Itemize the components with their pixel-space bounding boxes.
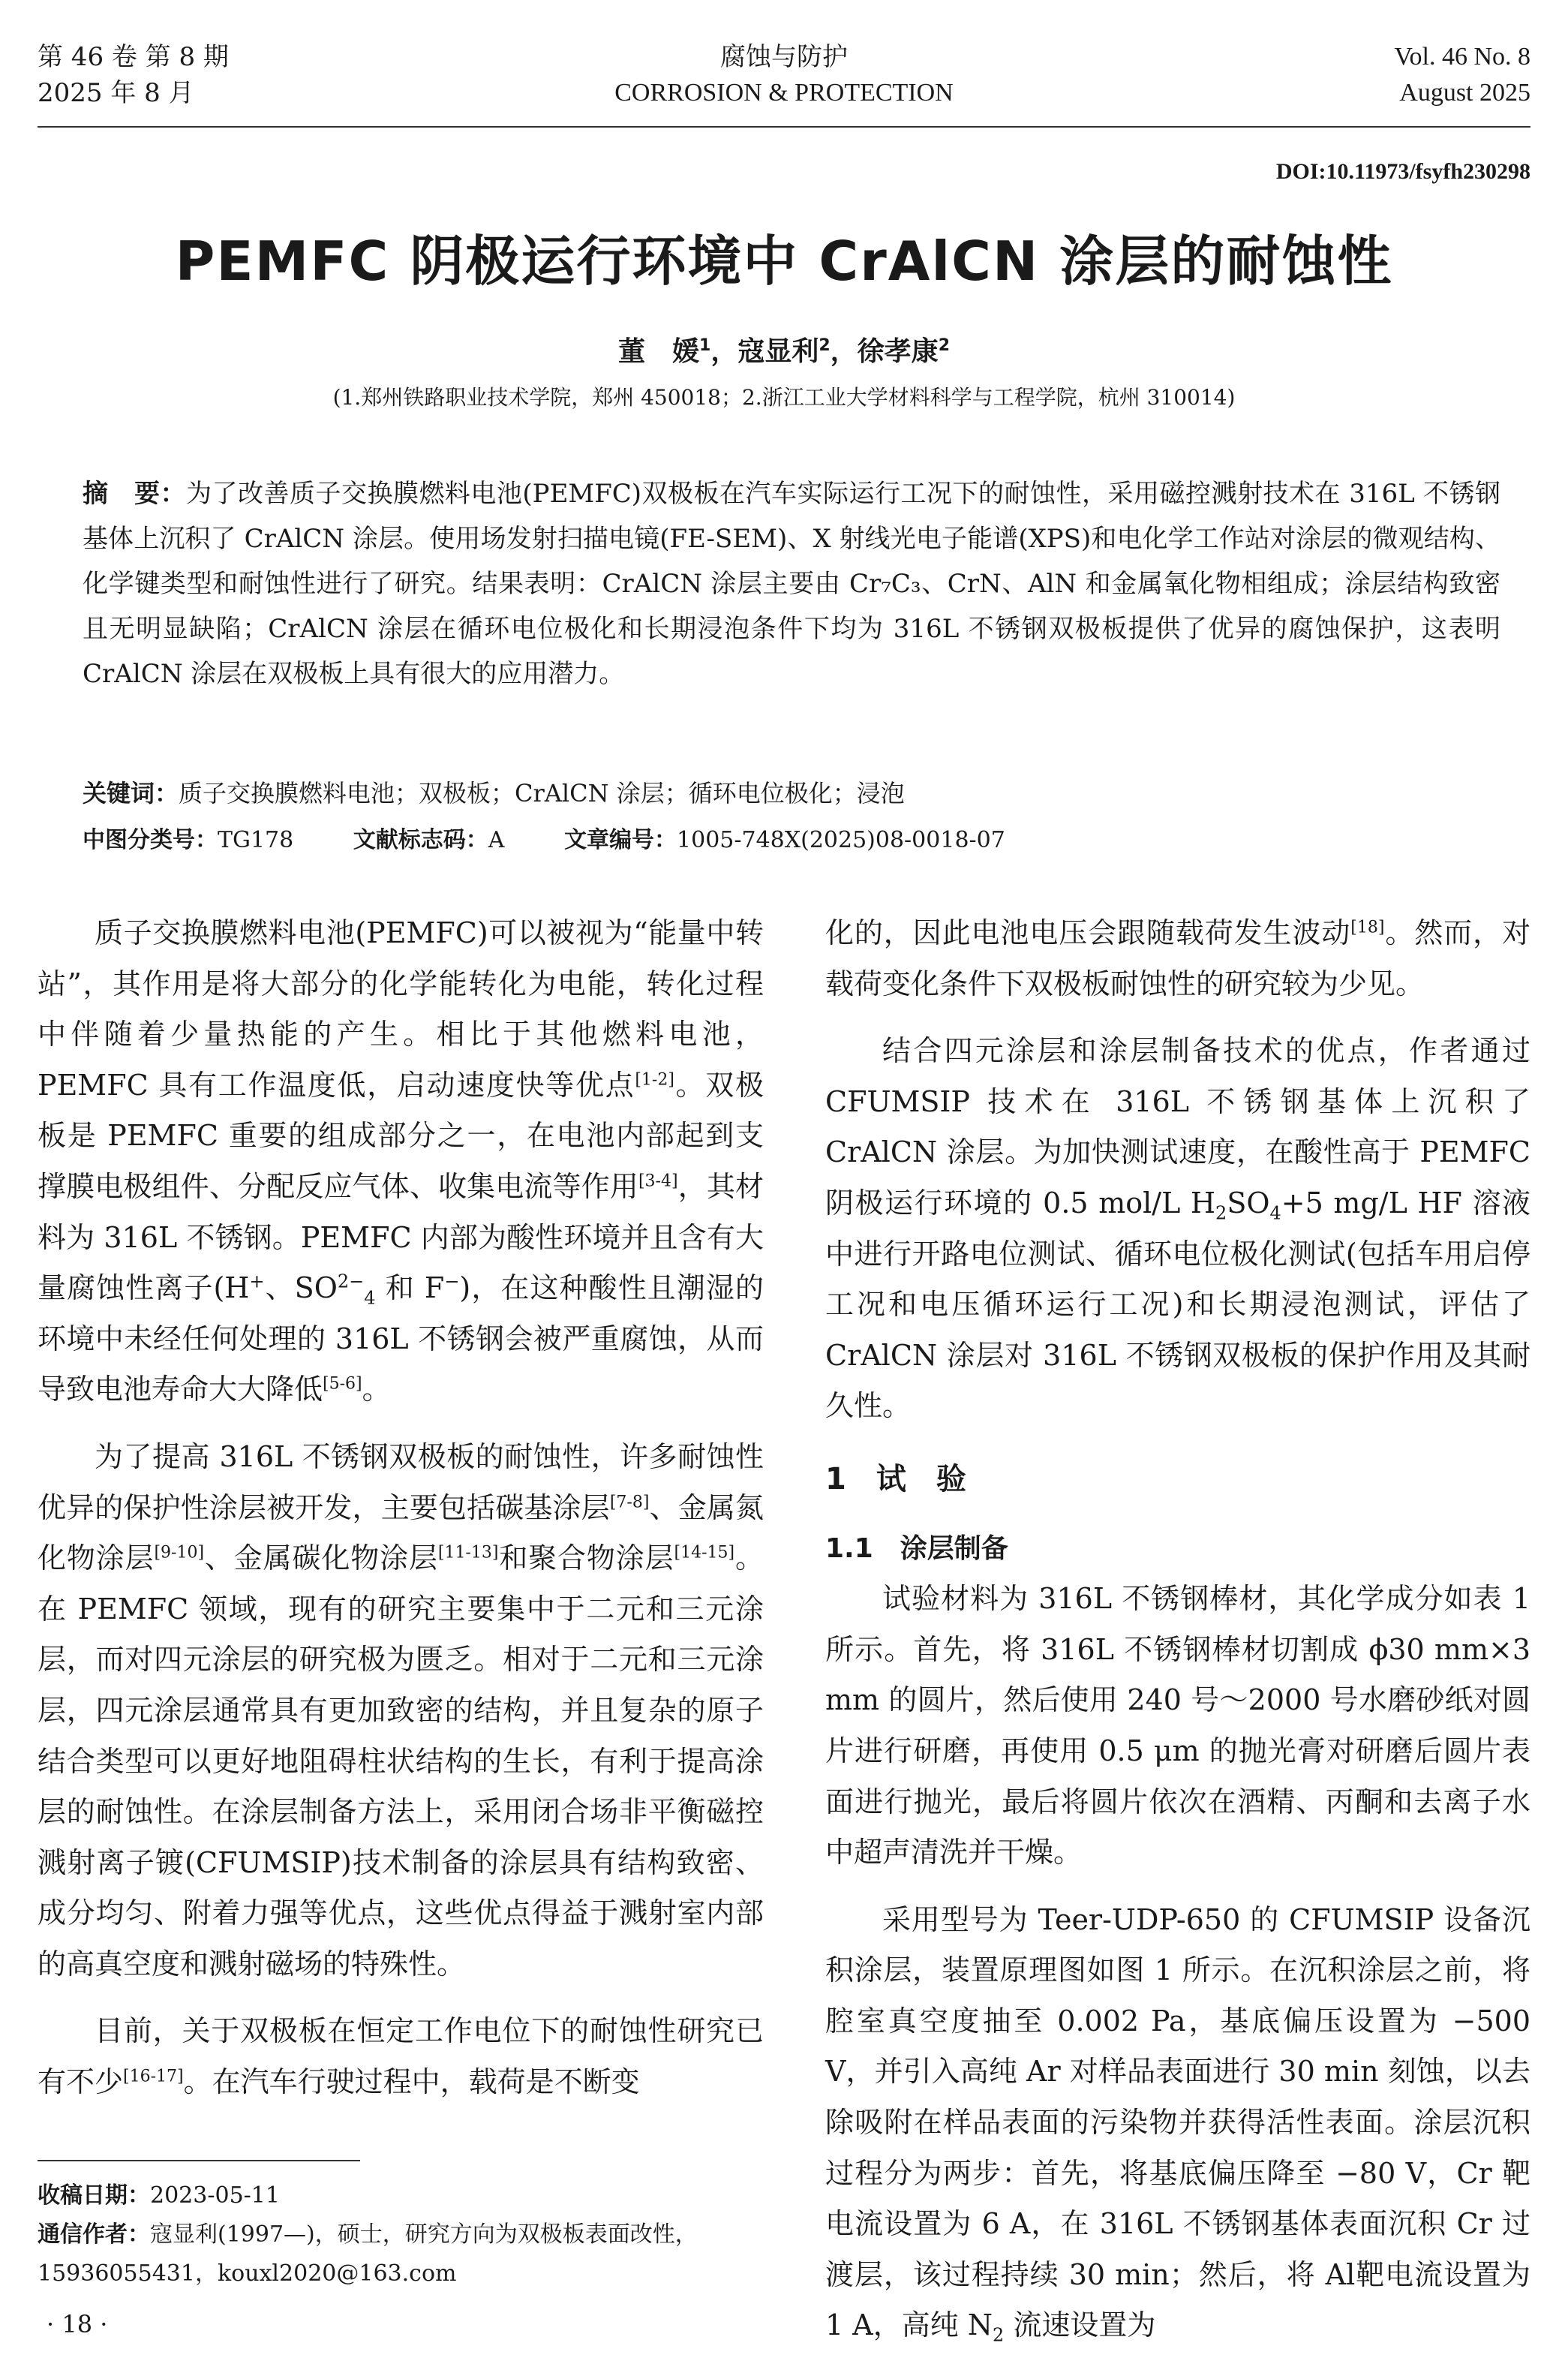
doc-code-value: A [488,827,505,853]
citation: [7-8] [609,1492,650,1511]
journal-name-en: CORROSION & PROTECTION [614,79,954,107]
paragraph [38,908,764,1415]
citation: [1-2] [635,1070,674,1090]
author-2: 寇显利 [737,336,819,367]
doi: DOI:10.11973/fsyfh230298 [1275,159,1530,184]
running-header [38,39,1530,122]
body-right-column [825,908,1530,2351]
corresponding-author [38,2215,764,2293]
section-heading: 1 试 验 [825,1461,966,1496]
text: 。在汽车行驶过程中，载荷是不断变 [183,2065,640,2099]
formula-subscript: 2 [993,2325,1005,2347]
volume-issue-en: Vol. 46 No. 8 [1394,43,1530,71]
text: 、SO [264,1271,338,1305]
clc-label: 中图分类号： [83,827,218,853]
paragraph [38,2006,764,2107]
text: 、金属碳化物涂层 [204,1541,438,1575]
text: 。 [362,1373,391,1406]
author-2-affil: 2 [819,336,831,355]
date-en: August 2025 [1399,79,1530,107]
citation: [11-13] [437,1543,499,1562]
text: 流速设置为 [1004,2308,1156,2342]
text: 采用型号为 Teer-UDP-650 的 CFUMSIP 设备沉积涂层，装置原理图如图 1 所示。在沉积涂层之前，将腔室真空度抽至 0.002 Pa，基底偏压设置为 −500 V，并引入高纯 Ar 对样品表面进行 30 min 刻蚀，以去除吸附在样品表面的污染物并获得活性表面。涂层沉积过程分为两步：首先，将基底偏压降至 −80 V，Cr 靶电流设置为 6 A，在 316L 不锈钢基体表面沉积 Cr 过渡层，该过程持续 30 min；然后，将 Al靶电流设置为 1 A，高纯 N [825,1902,1530,2342]
paragraph: 试验材料为 316L 不锈钢棒材，其化学成分如表 1 所示。首先，将 316L 不锈钢棒材切割成 ϕ30 mm×3 mm 的圆片，然后使用 240 号～2000 号水磨砂纸对圆片进行研磨，再使用 0.5 μm 的抛光膏对研磨后圆片表面进行抛光，最后将圆片依次在酒精、丙酮和去离子水中超声清洗并干燥。 [825,1582,1530,1869]
citation: [14-15] [674,1543,735,1562]
text: 结合四元涂层和涂层制备技术的优点，作者通过 CFUMSIP 技术在 316L 不锈钢基体上沉积了 CrAlCN 涂层。为加快测试速度，在酸性高于 PEMFC 阴极运行环境的 0.5 mol/L H [825,1034,1530,1220]
text: )，在这种酸性且潮湿的环境中未经任何处理的 316L 不锈钢会被严重腐蚀，从而导致电池寿命大大降低 [38,1271,764,1406]
author-1-affil: 1 [699,336,711,355]
footnote-divider [38,2160,360,2161]
citation: [16-17] [123,2067,184,2086]
corr-label: 通信作者： [38,2221,150,2248]
received-value: 2023-05-11 [150,2182,280,2209]
paper-title: PEMFC 阴极运行环境中 CrAlCN 涂层的耐蚀性 [175,230,1393,293]
formula-subscript: 4 [1269,1202,1281,1224]
journal-name [38,39,1530,111]
text: 化的，因此电池电压会跟随载荷发生波动 [825,916,1351,949]
abstract [83,471,1500,696]
text: 。然而，对载荷变化条件下双极板耐蚀性的研究较为少见。 [825,916,1530,1000]
paragraph [825,908,1530,1009]
journal-issue-en [1394,39,1530,111]
citation: [5-6] [323,1374,362,1394]
charge-superscript: − [444,1271,460,1292]
author-separator: ， [710,336,738,367]
author-separator: ， [830,336,858,367]
keywords-text: 质子交换膜燃料电池；双极板；CrAlCN 涂层；循环电位极化；浸泡 [179,779,905,808]
page-number: · 18 · [47,2310,108,2338]
received-date [38,2176,764,2215]
header-divider [38,126,1530,128]
citation: [3-4] [638,1171,678,1191]
formula-subscript: 4 [364,1287,376,1309]
doc-code-label: 文献标志码： [353,827,488,853]
text: 。双极板是 PEMFC 重要的组成部分之一，在电池内部起到支撑膜电极组件、分配反应气体、收集电流等作用 [38,1068,764,1203]
corr-value: 寇显利(1997—)，硕士，研究方向为双极板表面改性，15936055431，kouxl2020@163.com [38,2221,698,2287]
article-no-value: 1005-748X(2025)08-0018-07 [677,827,1005,853]
charge-superscript: + [249,1271,265,1292]
journal-name-cn: 腐蚀与防护 [720,42,848,72]
received-label: 收稿日期： [38,2182,150,2209]
footnote [38,2176,764,2293]
text: 。在 PEMFC 领域，现有的研究主要集中于二元和三元涂层，而对四元涂层的研究极为匮乏。相对于二元和三元涂层，四元涂层通常具有更加致密的结构，并且复杂的原子结合类型可以更好地阻碍柱状结构的生长，有利于提高涂层的耐蚀性。在涂层制备方法上，采用闭合场非平衡磁控溅射离子镀(CFUMSIP)技术制备的涂层具有结构致密、成分均匀、附着力强等优点，这些优点得益于溅射室内部的高真空度和溅射磁场的特殊性。 [38,1541,764,1980]
text: +5 mg/L HF 溶液中进行开路电位测试、循环电位极化测试(包括车用启停工况和电压循环运行工况)和长期浸泡测试，评估了 CrAlCN 涂层对 316L 不锈钢双极板的保护作用及其耐久性。 [825,1186,1531,1423]
keywords [83,774,1500,812]
paragraph [825,1026,1530,1432]
formula-subscript: 2 [1215,1202,1227,1224]
author-list [38,330,1530,368]
subsection-heading: 1.1 涂层制备 [825,1532,1008,1564]
text: ，其材料为 316L 不锈钢。PEMFC 内部为酸性环境并且含有大量腐蚀性离子(H [38,1169,764,1305]
author-3: 徐孝康 [857,336,939,367]
article-no-label: 文章编号： [564,827,677,853]
charge-superscript: 2− [337,1271,365,1292]
date-cn: 2025 年 8 月 [38,78,194,108]
text: 、金属氮化物涂层 [38,1490,764,1575]
paragraph [825,1895,1530,2351]
text: 为了提高 316L 不锈钢双极板的耐蚀性，许多耐蚀性优异的保护性涂层被开发，主要包括碳基涂层 [38,1439,764,1524]
author-1: 董 媛 [617,336,699,367]
citation: [9-10] [154,1543,205,1562]
paragraph [38,1432,764,1990]
citation: [18] [1350,918,1385,937]
volume-issue-cn: 第 46 卷 第 8 期 [38,42,229,72]
abstract-label: 摘 要： [83,479,186,509]
clc-value: TG178 [218,827,294,853]
text: 和 F [375,1271,445,1305]
text: 和聚合物涂层 [498,1541,674,1575]
classification-line [83,823,1500,859]
body-left-column [38,908,764,2108]
text: 目前，关于双极板在恒定工作电位下的耐蚀性研究已有不少 [38,2014,764,2099]
abstract-text: 为了改善质子交换膜燃料电池(PEMFC)双极板在汽车实际运行工况下的耐蚀性，采用磁控溅射技术在 316L 不锈钢基体上沉积了 CrAlCN 涂层。使用场发射扫描电镜(FE-SEM)、X 射线光电子能谱(XPS)和电化学工作站对涂层的微观结构、化学键类型和耐蚀性进行了研究。结果表明：CrAlCN 涂层主要由 Cr₇C₃、CrN、AlN 和金属氧化物相组成；涂层结构致密且无明显缺陷；CrAlCN 涂层在循环电位极化和长期浸泡条件下均为 316L 不锈钢双极板提供了优异的腐蚀保护，这表明 CrAlCN 涂层在双极板上具有很大的应用潜力。 [83,479,1500,689]
text: SO [1227,1186,1270,1220]
text: 质子交换膜燃料电池(PEMFC)可以被视为“能量中转站”，其作用是将大部分的化学能转化为电能，转化过程中伴随着少量热能的产生。相比于其他燃料电池，PEMFC 具有工作温度低，启动速度快等优点 [38,916,764,1102]
keywords-label: 关键词： [83,779,179,808]
affiliations: (1.郑州铁路职业技术学院，郑州 450018；2.浙江工业大学材料科学与工程学院，杭州 310014) [332,385,1236,410]
author-3-affil: 2 [938,336,950,355]
